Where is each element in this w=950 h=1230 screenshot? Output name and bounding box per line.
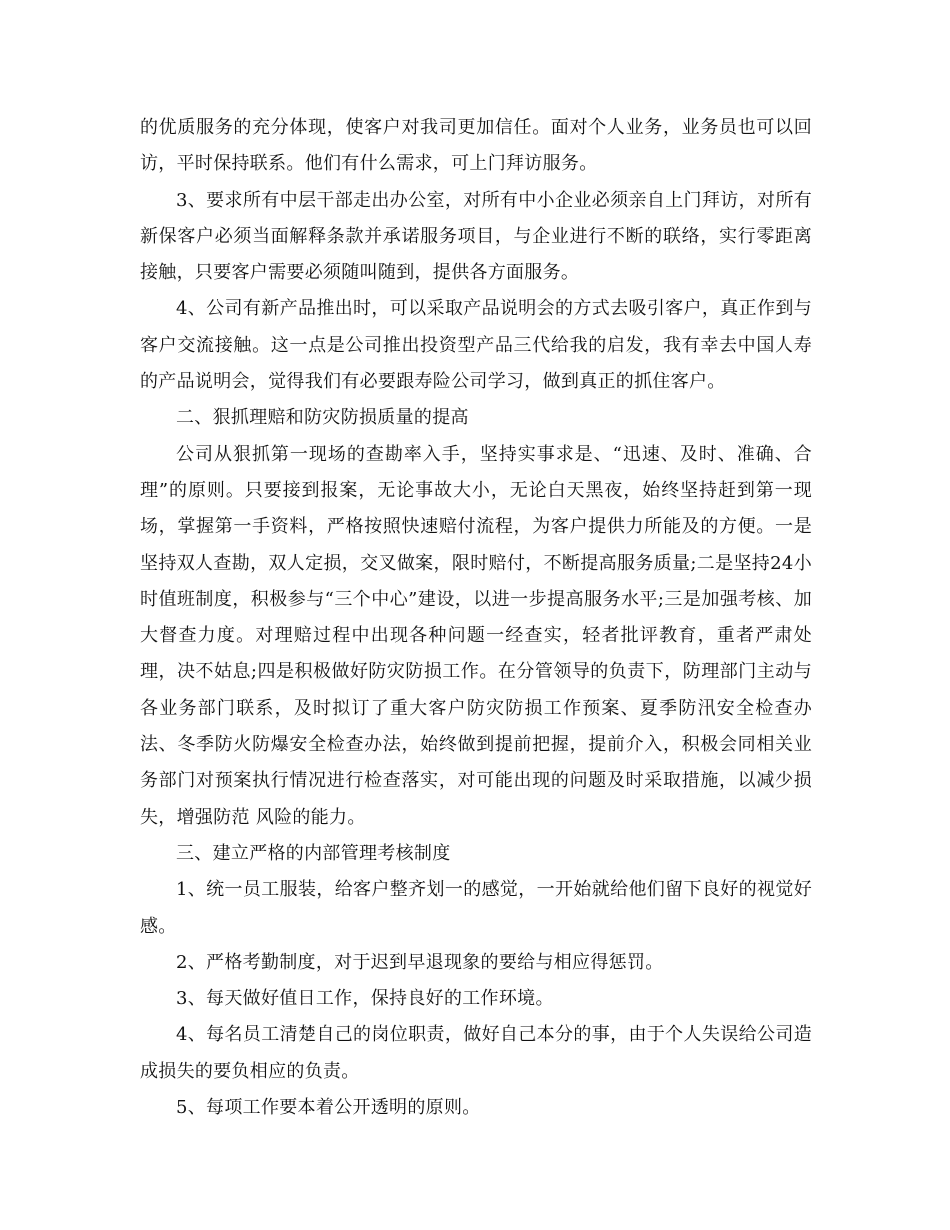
- section-heading: 二、狠抓理赔和防灾防损质量的提高: [176, 407, 469, 429]
- list-item: 1、统一员工服装，给客户整齐划一的感觉，一开始就给他们留下良好的视觉好感。: [140, 879, 812, 937]
- list-item: 3、每天做好值日工作，保持良好的工作环境。: [176, 988, 554, 1010]
- paragraph: 3、要求所有中层干部走出办公室，对所有中小企业必须亲自上门拜访，对所有新保客户必须当面解释条款并承诺服务项目，与企业进行不断的联络，实行零距离接触，只要客户需要必须随叫随到，提供各方面服务。: [140, 189, 812, 284]
- list-item: 2、严格考勤制度，对于迟到早退现象的要给与相应得惩罚。: [176, 951, 664, 973]
- paragraph: 4、公司有新产品推出时，可以采取产品说明会的方式去吸引客户，真正作到与客户交流接触。这一点是公司推出投资型产品三代给我的启发，我有幸去中国人寿的产品说明会，觉得我们有必要跟寿险公司学习，做到真正的抓住客户。: [140, 298, 812, 393]
- paragraph: 的优质服务的充分体现，使客户对我司更加信任。面对个人业务，业务员也可以回访，平时保持联系。他们有什么需求，可上门拜访服务。: [140, 117, 812, 175]
- document-body: [140, 110, 812, 1126]
- paragraph: 公司从狠抓第一现场的查勘率入手，坚持实事求是、“迅速、及时、准确、合理”的原则。只要接到报案，无论事故大小，无论白天黑夜，始终坚持赶到第一现场，掌握第一手资料，严格按照快速赔付流程，为客户提供力所能及的方便。一是坚持双人查勘，双人定损，交叉做案，限时赔付，不断提高服务质量;二是坚持24小时值班制度，积极参与“三个中心”建设，以进一步提高服务水平;三是加强考核、加大督查力度。对理赔过程中出现各种问题一经查实，轻者批评教育，重者严肃处理，决不姑息;四是积极做好防灾防损工作。在分管领导的负责下，防理部门主动与各业务部门联系，及时拟订了重大客户防灾防损工作预案、夏季防汛安全检查办法、冬季防火防爆安全检查办法，始终做到提前把握，提前介入，积极会同相关业务部门对预案执行情况进行检查落实，对可能出现的问题及时采取措施，以减少损失，增强防范 风险的能力。: [140, 443, 812, 828]
- list-item: 5、每项工作要本着公开透明的原则。: [176, 1097, 481, 1119]
- list-item: 4、每名员工清楚自己的岗位职责，做好自己本分的事，由于个人失误给公司造成损失的要负相应的负责。: [140, 1024, 812, 1082]
- section-heading: 三、建立严格的内部管理考核制度: [176, 842, 451, 864]
